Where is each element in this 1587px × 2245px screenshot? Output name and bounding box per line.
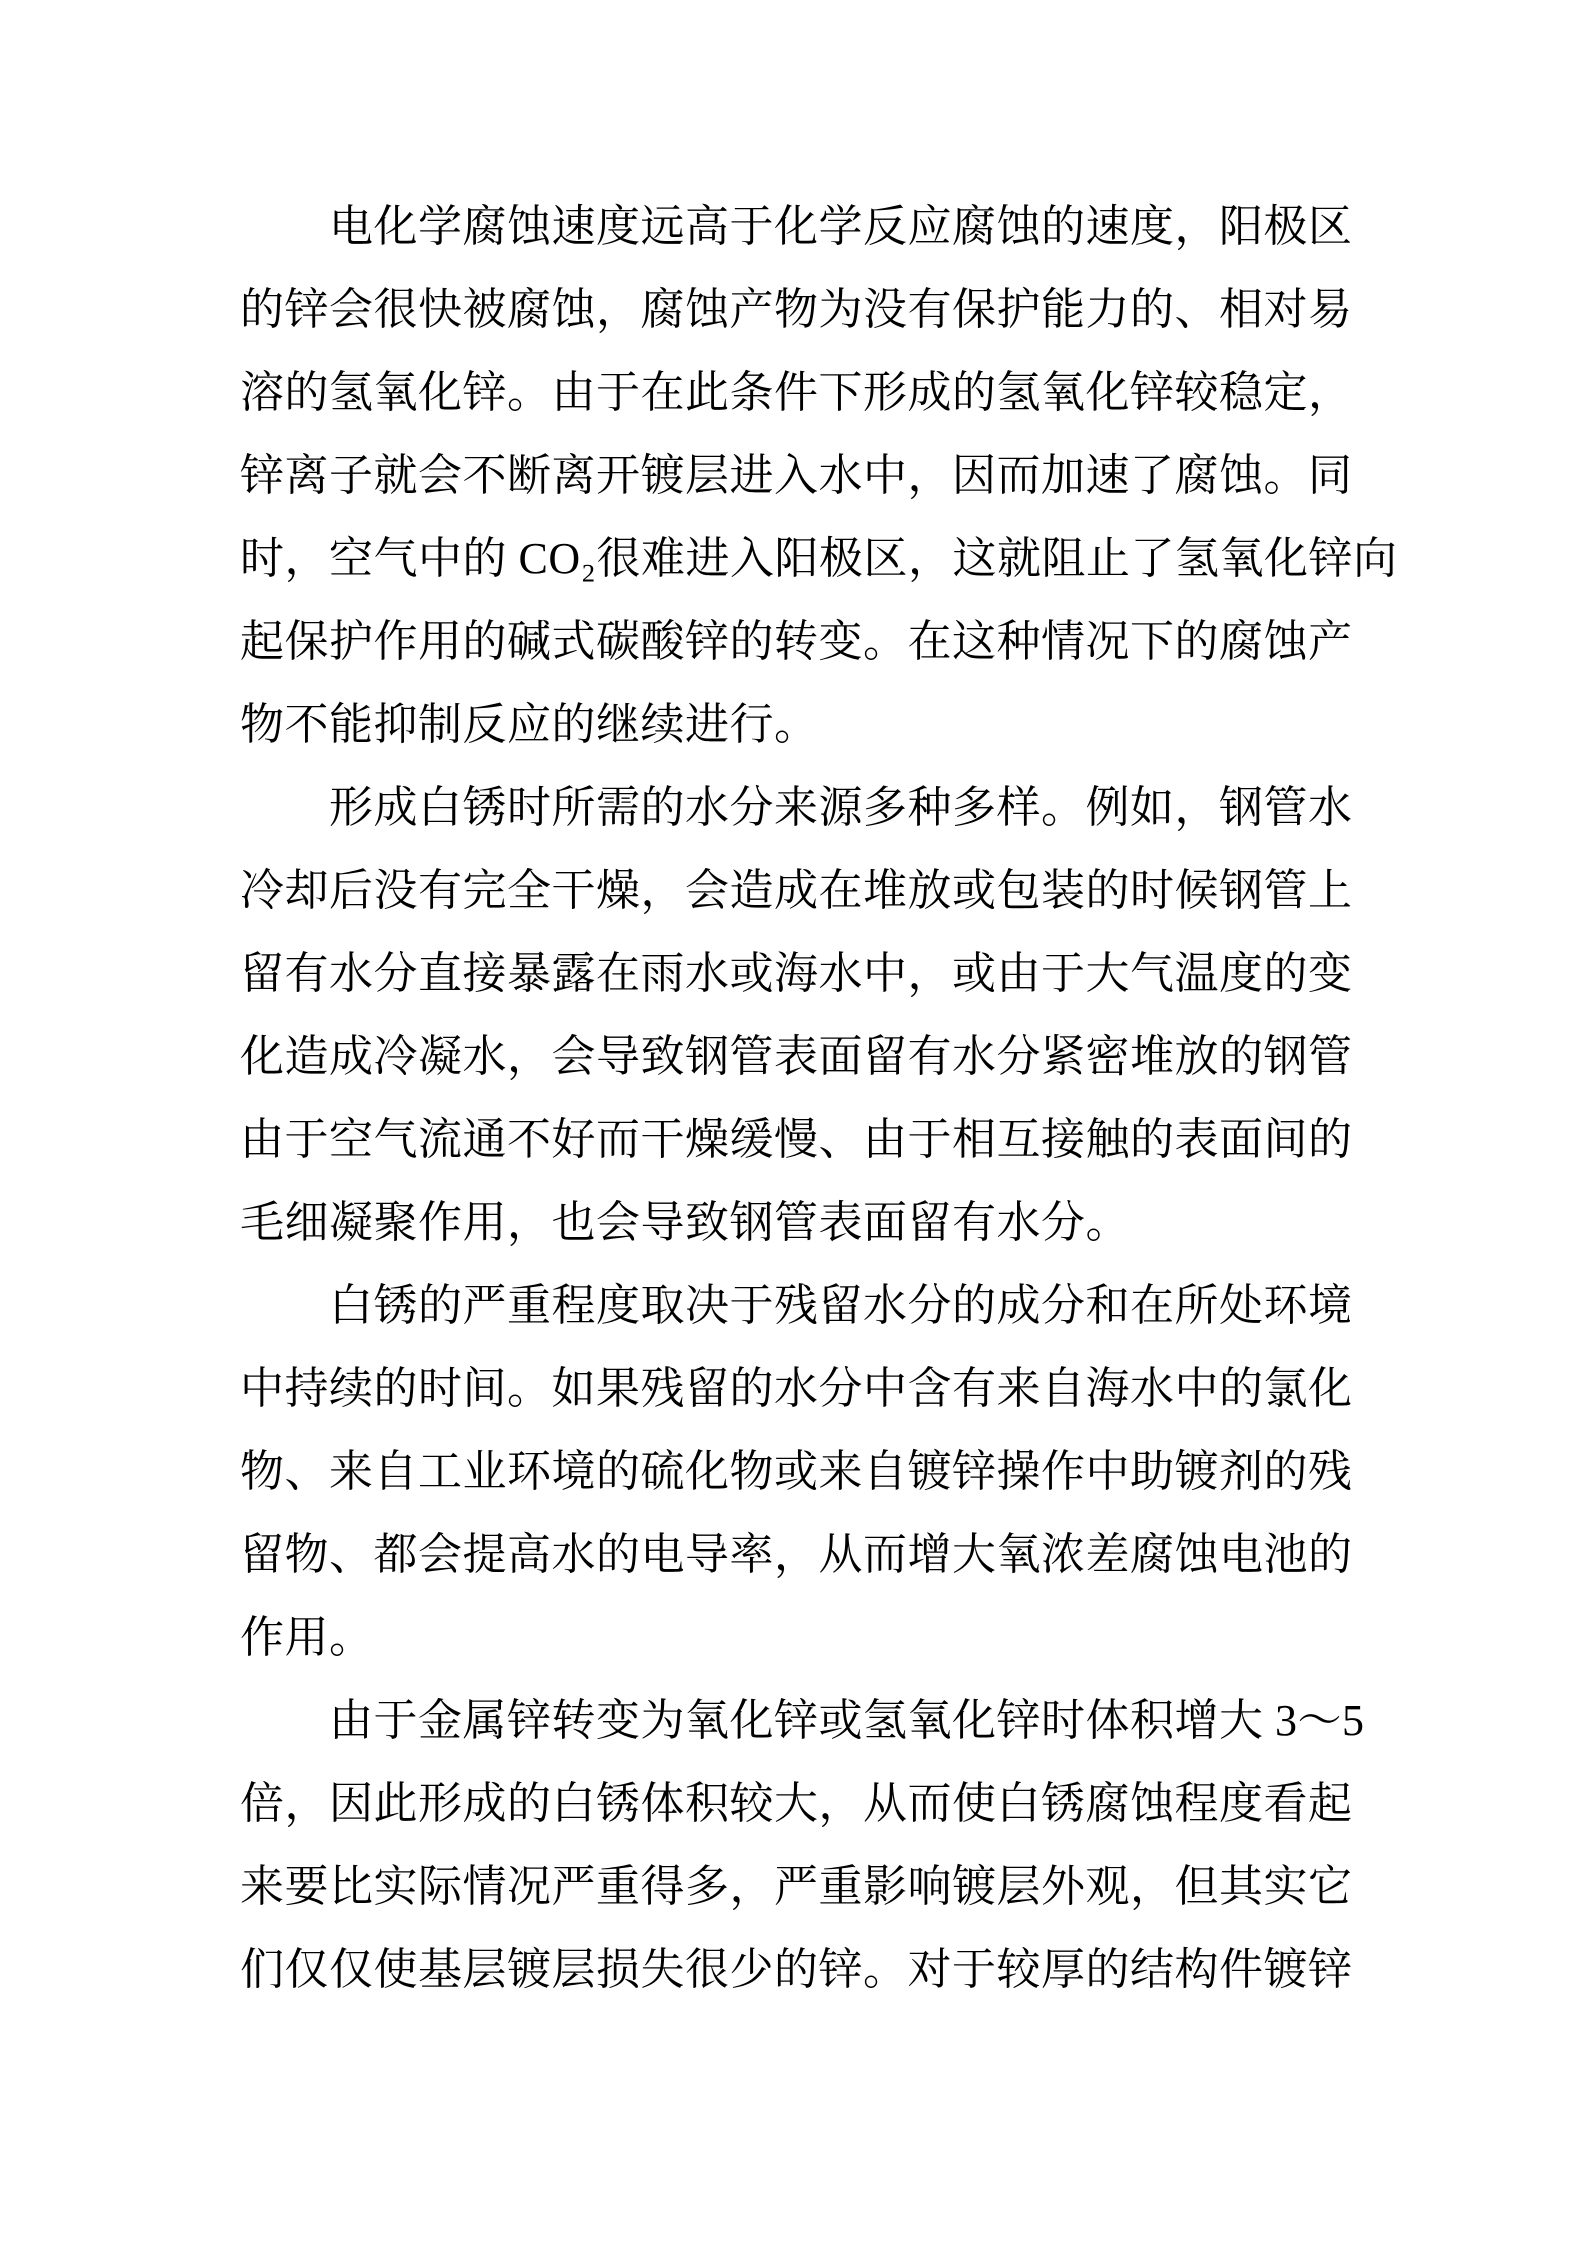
text-line: 起保护作用的碱式碳酸锌的转变。在这种情况下的腐蚀产 <box>240 617 1353 666</box>
text-line: 留物、都会提高水的电导率，从而增大氧浓差腐蚀电池的 <box>240 1530 1353 1579</box>
text-line: 物、来自工业环境的硫化物或来自镀锌操作中助镀剂的残 <box>240 1447 1353 1496</box>
text-line: 冷却后没有完全干燥，会造成在堆放或包装的时候钢管上 <box>240 866 1353 915</box>
text-line: 由于金属锌转变为氧化锌或氢氧化锌时体积增大 3～5 <box>329 1696 1365 1745</box>
text-line: 化造成冷凝水，会导致钢管表面留有水分紧密堆放的钢管 <box>240 1032 1353 1081</box>
text-line: 毛细凝聚作用，也会导致钢管表面留有水分。 <box>240 1198 1130 1247</box>
text-line: 来要比实际情况严重得多，严重影响镀层外观，但其实它 <box>240 1862 1353 1911</box>
text-line: 白锈的严重程度取决于残留水分的成分和在所处环境 <box>329 1281 1353 1330</box>
text-line: 的锌会很快被腐蚀，腐蚀产物为没有保护能力的、相对易 <box>240 285 1353 334</box>
text-line: 锌离子就会不断离开镀层进入水中，因而加速了腐蚀。同 <box>240 451 1353 500</box>
document-text <box>240 185 1398 2011</box>
text-line: 电化学腐蚀速度远高于化学反应腐蚀的速度，阳极区 <box>329 202 1353 251</box>
text-line: 物不能抑制反应的继续进行。 <box>240 700 819 749</box>
text-line: 中持续的时间。如果残留的水分中含有来自海水中的氯化 <box>240 1364 1353 1413</box>
text-line: 倍，因此形成的白锈体积较大，从而使白锈腐蚀程度看起 <box>240 1779 1353 1828</box>
text-line: 由于空气流通不好而干燥缓慢、由于相互接触的表面间的 <box>240 1115 1353 1164</box>
text-line: 作用。 <box>240 1613 374 1662</box>
text-line: 们仅仅使基层镀层损失很少的锌。对于较厚的结构件镀锌 <box>240 1945 1353 1994</box>
text-line: 留有水分直接暴露在雨水或海水中，或由于大气温度的变 <box>240 949 1353 998</box>
text-line: 时，空气中的 CO₂很难进入阳极区，这就阻止了氢氧化锌向 <box>240 534 1398 583</box>
text-line: 溶的氢氧化锌。由于在此条件下形成的氢氧化锌较稳定， <box>240 368 1353 417</box>
text-line: 形成白锈时所需的水分来源多种多样。例如，钢管水 <box>329 783 1353 832</box>
